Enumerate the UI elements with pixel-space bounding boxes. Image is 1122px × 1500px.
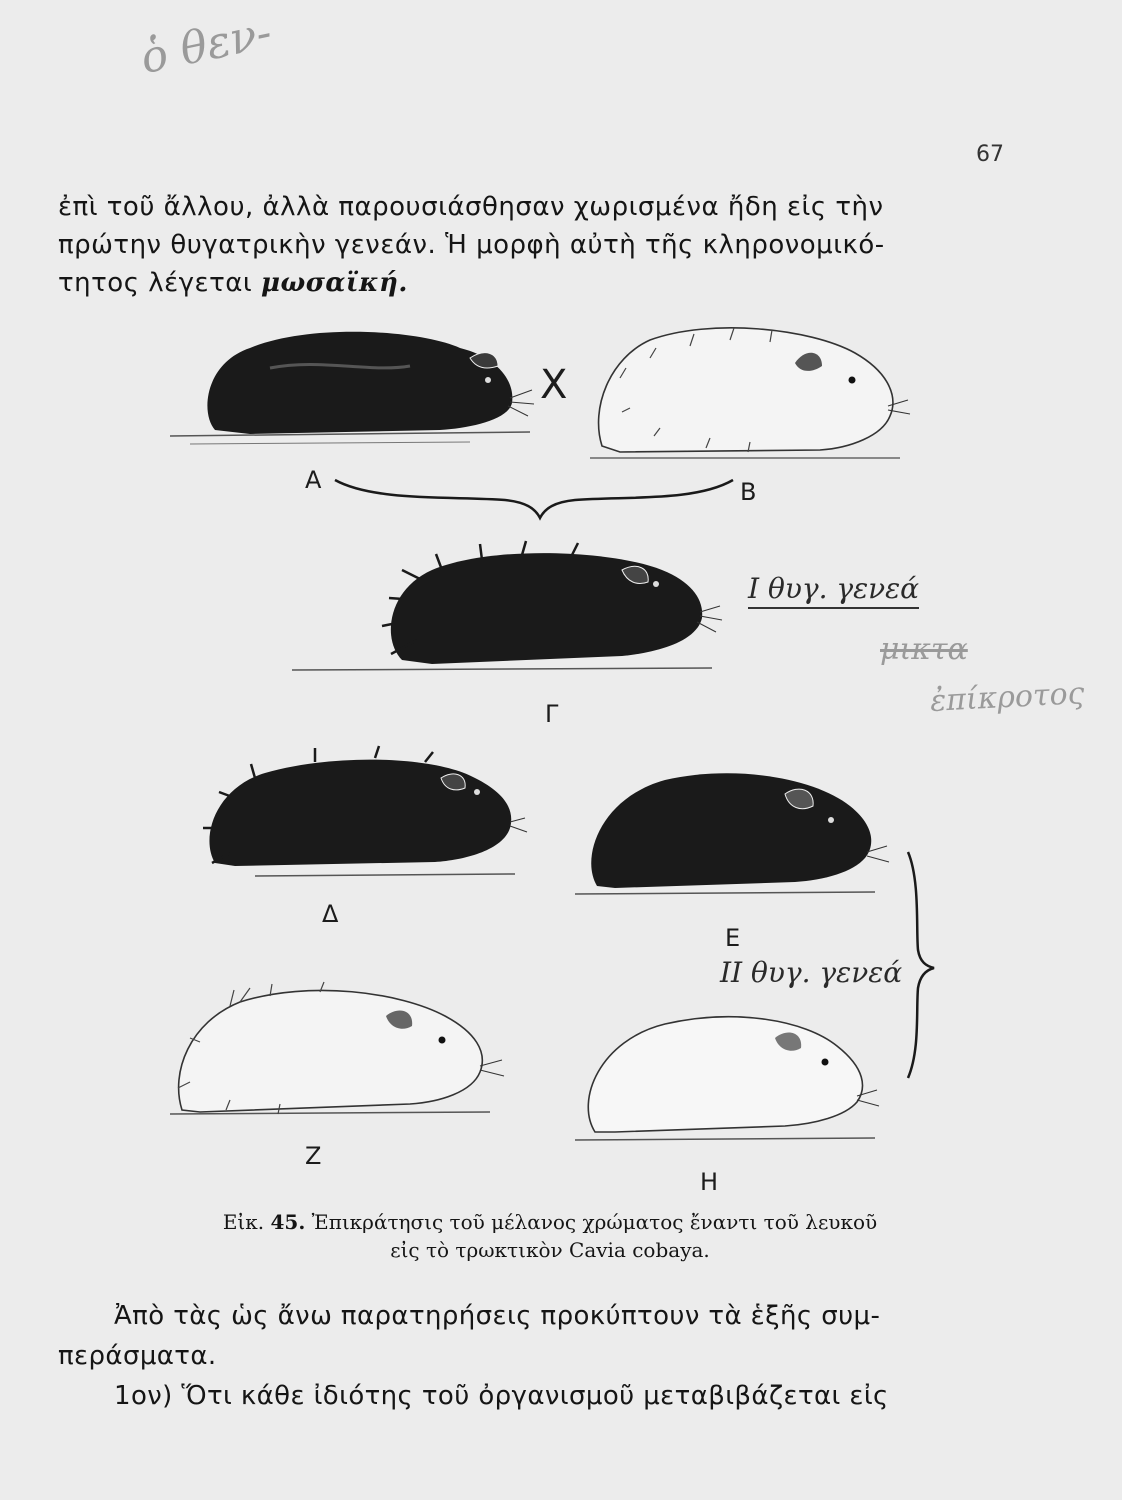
intro-paragraph (58, 188, 1008, 302)
guinea-pig-e-black (575, 768, 895, 908)
para2-line-1: 1ον) Ὅτι κάθε ἰδιότης τοῦ ὀργανισμοῦ μεταβιβάζεται εἰς (114, 1381, 889, 1411)
label-e: E (725, 924, 741, 952)
guinea-pig-d-black (195, 748, 525, 888)
guinea-pig-g-black (292, 540, 722, 690)
intro-line-1: ἐπὶ τοῦ ἄλλου, ἀλλὰ παρουσιάσθησαν χωρισμένα ἤδη εἰς τὴν (58, 192, 884, 222)
caption-number: 45. (270, 1210, 306, 1234)
mosaic-keyword: μωσαϊκή. (260, 268, 408, 298)
caption-prefix: Εἰκ. (222, 1210, 271, 1234)
body-paragraphs (58, 1296, 1008, 1416)
guinea-pig-h-white (575, 1010, 885, 1150)
caption-line-1 (100, 1208, 1000, 1236)
guinea-pig-b-white (590, 318, 910, 468)
page-number: 67 (976, 142, 1004, 167)
intro-line-2: πρώτην θυγατρικὴν γενεάν. Ἡ μορφὴ αὐτὴ τῆς κληρονομικό- (58, 230, 885, 260)
second-generation-brace (898, 850, 938, 1080)
label-d: Δ (322, 900, 339, 928)
cross-symbol: X (540, 362, 568, 408)
label-a: A (305, 466, 322, 494)
second-generation-note: II θυγ. γενεά (720, 956, 903, 989)
caption-text-1: Ἐπικράτησις τοῦ μέλανος χρώματος ἔναντι τοῦ λευκοῦ (305, 1210, 878, 1234)
para1-line-1: Ἀπὸ τὰς ὡς ἄνω παρατηρήσεις προκύπτουν τὰ ἑξῆς συμ- (114, 1301, 881, 1331)
side-pencil-note-2: ἐπίκροτος (929, 675, 1086, 720)
guinea-pig-z-white (170, 982, 510, 1132)
label-h: H (700, 1168, 719, 1196)
first-generation-note: I θυγ. γενεά (748, 572, 919, 609)
figure-caption (100, 1208, 1000, 1264)
label-b: B (740, 478, 757, 506)
caption-line-2: εἰς τὸ τρωκτικὸν Cavia cobaya. (390, 1238, 710, 1262)
label-z: Z (305, 1142, 322, 1170)
brace-ab (335, 472, 735, 522)
guinea-pig-a-black (170, 318, 540, 458)
intro-line-3-start: τητος λέγεται (58, 268, 261, 298)
intro-line-3 (58, 264, 1008, 302)
label-g: Γ (545, 700, 559, 728)
side-pencil-note-1: μικτα (880, 632, 968, 667)
para1-line-2: περάσματα. (58, 1341, 217, 1371)
top-pencil-note: ὁ θεν- (136, 6, 277, 85)
